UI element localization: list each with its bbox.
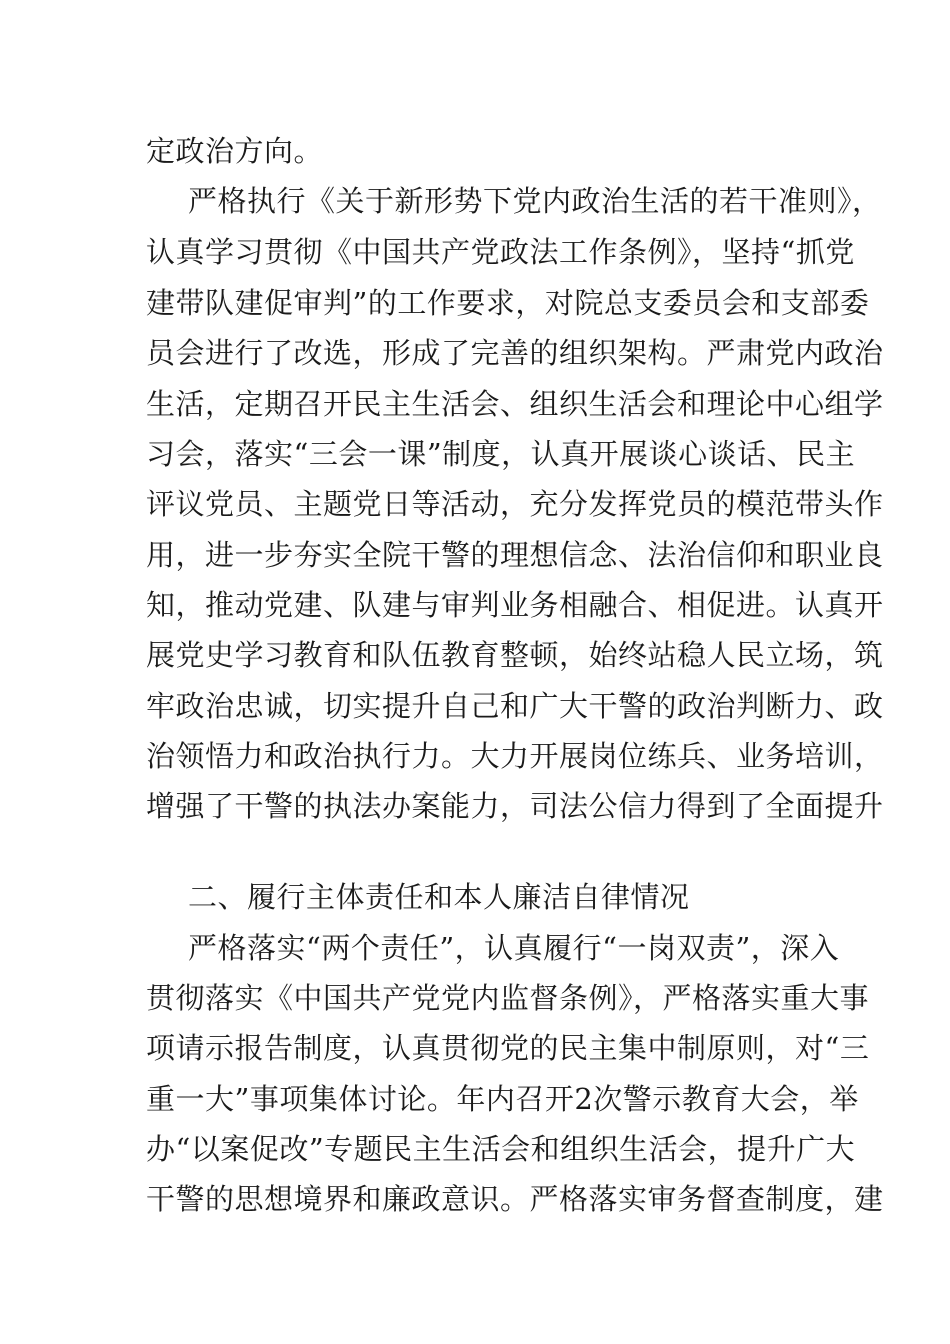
text-line: 增强了干警的执法办案能力，司法公信力得到了全面提升 [146,789,884,823]
text-line: 牢政治忠诚，切实提升自己和广大干警的政治判断力、政 [146,689,884,723]
text-line: 习会，落实“三会一课”制度，认真开展谈心谈话、民主 [146,437,856,471]
text-line: 重一大”事项集体讨论。年内召开2次警示教育大会，举 [146,1082,859,1116]
text-line: 贯彻落实《中国共产党党内监督条例》，严格落实重大事 [146,981,870,1015]
text-line: 评议党员、主题党日等活动，充分发挥党员的模范带头作 [146,487,884,521]
text-line: 员会进行了改选，形成了完善的组织架构。严肃党内政治 [146,336,884,370]
text-line: 知，推动党建、队建与审判业务相融合、相促进。认真开 [146,588,884,622]
text-line: 展党史学习教育和队伍教育整顿，始终站稳人民立场，筑 [146,638,884,672]
text-line: 项请示报告制度，认真贯彻党的民主集中制原则，对“三 [146,1031,870,1065]
paragraph-start-line: 严格落实“两个责任”，认真履行“一岗双责”，深入 [188,931,840,965]
text-line: 用，进一步夯实全院干警的理想信念、法治信仰和职业良 [146,538,884,572]
text-line: 认真学习贯彻《中国共产党政法工作条例》，坚持“抓党 [146,235,855,269]
text-line: 治领悟力和政治执行力。大力开展岗位练兵、业务培训， [146,739,884,773]
text-line: 生活，定期召开民主生活会、组织生活会和理论中心组学 [146,387,884,421]
text-line: 办“以案促改”专题民主生活会和组织生活会，提升广大 [146,1132,856,1166]
text-line: 建带队建促审判”的工作要求，对院总支委员会和支部委 [146,286,870,320]
text-line: 定政治方向。 [146,134,324,168]
paragraph-start-line: 严格执行《关于新形势下党内政治生活的若干准则》， [188,184,882,218]
text-line: 干警的思想境界和廉政意识。严格落实审务督查制度，建 [146,1182,884,1216]
section-heading: 二、履行主体责任和本人廉洁自律情况 [188,880,690,914]
